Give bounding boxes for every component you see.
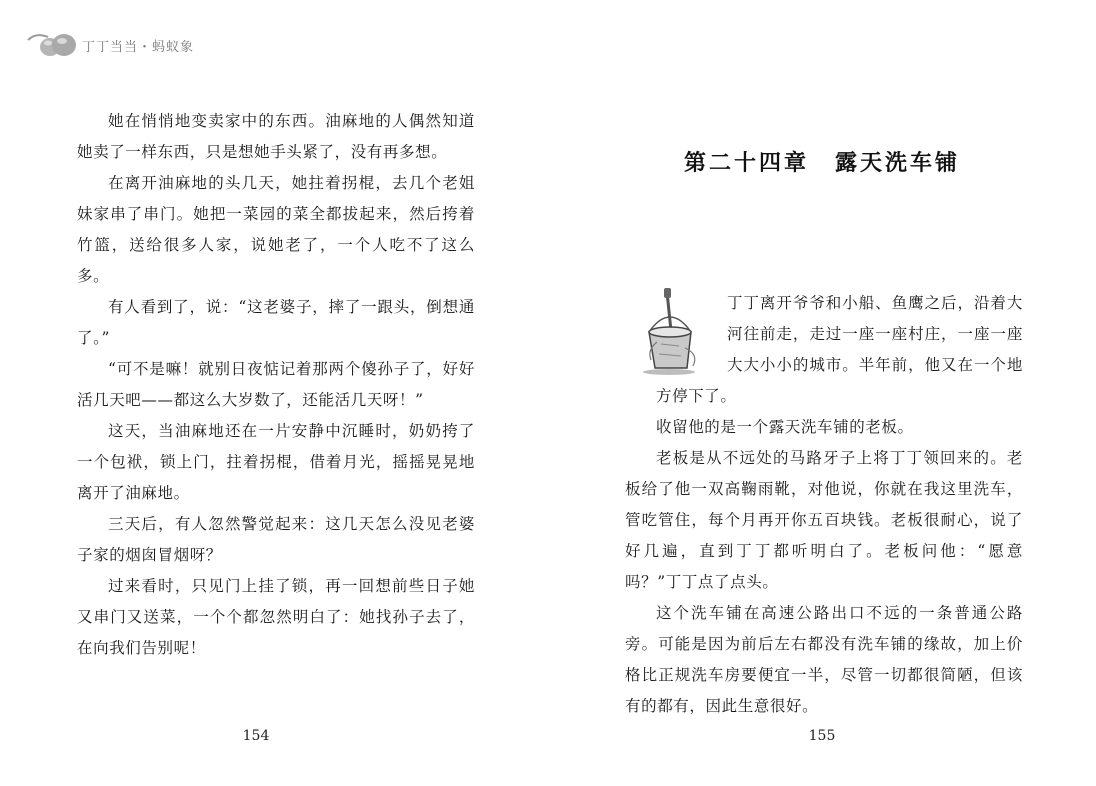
chapter-title: 露天洗车铺 bbox=[835, 150, 961, 176]
paragraph: 收留他的是一个露天洗车铺的老板。 bbox=[656, 418, 914, 436]
paragraph: “可不是嘛！就别日夜惦记着那两个傻孙子了，好好活几天吧——都这么大岁数了，还能活几天呀！” bbox=[77, 360, 475, 409]
paragraph: 在离开油麻地的头几天，她拄着拐棍，去几个老姐妹家串了串门。她把一菜园的菜全都拔起来，然后挎着竹篮，送给很多人家，说她老了，一个人吃不了这么多。 bbox=[77, 174, 475, 285]
left-page-body bbox=[77, 106, 475, 664]
right-page-body bbox=[625, 288, 1023, 722]
paragraph: 过来看时，只见门上挂了锁，再一回想前些日子她又串门又送菜，一个个都忽然明白了：她找孙子去了，在向我们告别呢！ bbox=[77, 577, 475, 657]
paragraph: 这天，当油麻地还在一片安静中沉睡时，奶奶挎了一个包袱，锁上门，拄着拐棍，借着月光，摇摇晃晃地离开了油麻地。 bbox=[77, 422, 475, 502]
paragraph: 这个洗车铺在高速公路出口不远的一条普通公路旁。可能是因为前后左右都没有洗车铺的缘故，加上价格比正规洗车房要便宜一半，尽管一切都很简陋，但该有的都有，因此生意很好。 bbox=[625, 604, 1023, 715]
paragraph: 老板是从不远处的马路牙子上将丁丁领回来的。老板给了他一双高鞠雨靴，对他说，你就在我这里洗车，管吃管住，每个月再开你五百块钱。老板很耐心，说了好几遍，直到丁丁都听明白了。老板问他：“愿意吗？”丁丁点了点头。 bbox=[625, 449, 1023, 591]
paragraph: 她在悄悄地变卖家中的东西。油麻地的人偶然知道她卖了一样东西，只是想她手头紧了，没有再多想。 bbox=[77, 112, 475, 161]
paragraph: 丁丁离开爷爷和小船、鱼鹰之后，沿着大河往前走，走过一座一座村庄，一座一座大大小小的城市。半年前，他又在一个地方停下了。 bbox=[656, 294, 1023, 405]
page-number-right: 155 bbox=[808, 728, 836, 744]
paragraph: 有人看到了，说：“这老婆子，摔了一跟头，倒想通了。” bbox=[77, 298, 475, 347]
book-title: 丁丁当当・蚂蚁象 bbox=[82, 39, 195, 55]
chapter-number: 第二十四章 bbox=[683, 150, 809, 176]
bucket-and-brush-icon bbox=[627, 288, 717, 378]
right-page bbox=[548, 0, 1096, 786]
page-number-left: 154 bbox=[242, 728, 270, 744]
gourd-logo-icon bbox=[26, 28, 80, 62]
paragraph: 三天后，有人忽然警觉起来：这几天怎么没见老婆子家的烟囱冒烟呀？ bbox=[77, 515, 475, 564]
running-header bbox=[26, 28, 194, 62]
chapter-heading bbox=[548, 146, 1096, 177]
